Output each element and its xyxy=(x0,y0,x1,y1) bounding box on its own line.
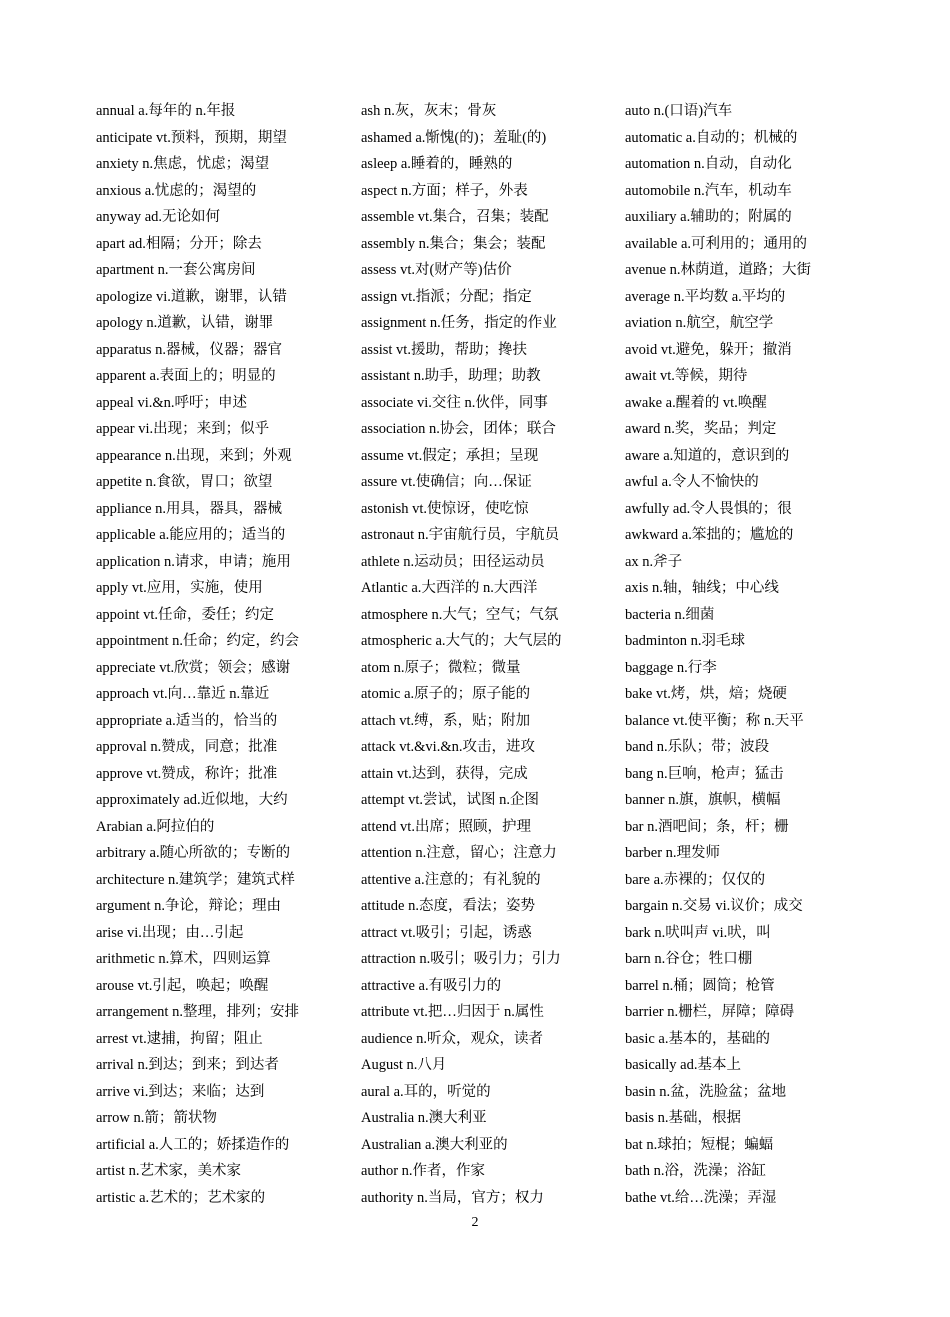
vocabulary-entry: attractive a.有吸引力的 xyxy=(361,977,502,994)
vocabulary-entry: baggage n.行李 xyxy=(625,659,717,676)
vocabulary-entry: attract vt.吸引；引起，诱惑 xyxy=(361,924,532,941)
vocabulary-entry: appointment n.任命；约定，约会 xyxy=(96,633,299,649)
vocabulary-entry: barn n.谷仓；牲口棚 xyxy=(625,951,753,967)
vocabulary-entry: athlete n.运动员；田径运动员 xyxy=(361,553,545,570)
vocabulary-entry: arrival n.到达；到来；到达者 xyxy=(96,1057,279,1073)
vocabulary-entry: Australia n.澳大利亚 xyxy=(361,1110,487,1126)
vocabulary-entry: barrier n.栅栏，屏障；障碍 xyxy=(625,1004,795,1020)
vocabulary-entry: basic a.基本的，基础的 xyxy=(625,1030,770,1047)
vocabulary-entry: attempt vt.尝试，试图 n.企图 xyxy=(361,792,540,808)
vocabulary-entry: arrest vt.逮捕，拘留；阻止 xyxy=(96,1030,263,1047)
vocabulary-entry: band n.乐队；带；波段 xyxy=(625,739,770,755)
vocabulary-entry: asleep a.睡着的，睡熟的 xyxy=(361,156,513,172)
vocabulary-entry: axis n.轴，轴线；中心线 xyxy=(625,580,779,596)
vocabulary-entry: approach vt.向…靠近 n.靠近 xyxy=(96,686,270,702)
vocabulary-entry: awfully ad.令人畏惧的；很 xyxy=(625,500,792,517)
vocabulary-entry: automobile n.汽车，机动车 xyxy=(625,182,792,199)
vocabulary-entry: attentive a.注意的；有礼貌的 xyxy=(361,871,541,888)
vocabulary-entry: application n.请求，申请；施用 xyxy=(96,553,291,570)
vocabulary-entry: bath n.浴，洗澡；浴缸 xyxy=(625,1163,766,1179)
vocabulary-entry: apology n.道歉，认错，谢罪 xyxy=(96,315,274,331)
vocabulary-entry: appoint vt.任命，委任；约定 xyxy=(96,606,275,623)
vocabulary-entry: balance vt.使平衡；称 n.天平 xyxy=(625,712,804,729)
vocabulary-entry: avoid vt.避免，躲开；撤消 xyxy=(625,341,792,358)
vocabulary-entry: associate vi.交往 n.伙伴，同事 xyxy=(361,394,548,411)
vocabulary-entry: attitude n.态度，看法；姿势 xyxy=(361,898,535,914)
vocabulary-entry: atmosphere n.大气；空气；气氛 xyxy=(361,606,559,623)
vocabulary-entry: attack vt.&vi.&n.攻击，进攻 xyxy=(361,739,535,755)
vocabulary-entry: appear vi.出现；来到；似乎 xyxy=(96,421,270,437)
vocabulary-entry: arbitrary a.随心所欲的；专断的 xyxy=(96,845,291,861)
vocabulary-entry: assistant n.助手，助理；助教 xyxy=(361,368,541,384)
vocabulary-entry: arrive vi.到达；来临；达到 xyxy=(96,1083,265,1100)
vocabulary-entry: apparatus n.器械，仪器；器官 xyxy=(96,341,283,358)
vocabulary-entry: award n.奖，奖品；判定 xyxy=(625,421,777,437)
vocabulary-entry: Atlantic a.大西洋的 n.大西洋 xyxy=(361,580,538,596)
vocabulary-column-3 xyxy=(625,98,875,1211)
vocabulary-entry: association n.协会，团体；联合 xyxy=(361,421,556,437)
vocabulary-entry: appearance n.出现，来到；外观 xyxy=(96,447,292,464)
vocabulary-entry: annual a.每年的 n.年报 xyxy=(96,103,236,119)
vocabulary-entry: approval n.赞成，同意；批准 xyxy=(96,739,278,755)
vocabulary-entry: appetite n.食欲，胃口；欲望 xyxy=(96,474,273,490)
vocabulary-entry: assembly n.集合；集会；装配 xyxy=(361,235,546,252)
vocabulary-entry: awkward a.笨拙的；尴尬的 xyxy=(625,527,794,543)
vocabulary-entry: assignment n.任务，指定的作业 xyxy=(361,315,557,331)
vocabulary-entry: arithmetic n.算术，四则运算 xyxy=(96,951,271,967)
vocabulary-entry: artist n.艺术家，美术家 xyxy=(96,1163,241,1179)
vocabulary-entry: automation n.自动，自动化 xyxy=(625,156,792,172)
vocabulary-entry: argument n.争论，辩论；理由 xyxy=(96,898,281,914)
vocabulary-entry: auto n.(口语)汽车 xyxy=(625,103,733,119)
vocabulary-entry: arrow n.箭；箭状物 xyxy=(96,1110,217,1126)
vocabulary-entry: await vt.等候，期待 xyxy=(625,368,748,384)
vocabulary-entry: auxiliary a.辅助的；附属的 xyxy=(625,209,792,225)
vocabulary-entry: audience n.听众，观众，读者 xyxy=(361,1030,544,1047)
vocabulary-entry: artificial a.人工的；娇揉造作的 xyxy=(96,1136,290,1153)
vocabulary-entry: attend vt.出席；照顾，护理 xyxy=(361,818,531,835)
vocabulary-entry: assess vt.对(财产等)估价 xyxy=(361,262,512,278)
vocabulary-column-2 xyxy=(361,98,611,1211)
vocabulary-entry: arouse vt.引起，唤起；唤醒 xyxy=(96,977,269,994)
vocabulary-entry: appropriate a.适当的，恰当的 xyxy=(96,712,278,729)
vocabulary-entry: approximately ad.近似地，大约 xyxy=(96,792,288,808)
vocabulary-entry: available a.可利用的；通用的 xyxy=(625,235,808,252)
vocabulary-entry: apply vt.应用，实施，使用 xyxy=(96,580,263,596)
vocabulary-entry: badminton n.羽毛球 xyxy=(625,633,746,649)
vocabulary-entry: basin n.盆，洗脸盆；盆地 xyxy=(625,1083,787,1100)
vocabulary-entry: apartment n.一套公寓房间 xyxy=(96,262,256,278)
vocabulary-entry: arrangement n.整理，排列；安排 xyxy=(96,1004,299,1020)
vocabulary-entry: attach vt.缚，系，贴；附加 xyxy=(361,712,531,729)
vocabulary-entry: bare a.赤裸的；仅仅的 xyxy=(625,871,766,888)
vocabulary-entry: attain vt.达到，获得，完成 xyxy=(361,765,528,782)
vocabulary-entry: assign vt.指派；分配；指定 xyxy=(361,288,532,305)
vocabulary-entry: assist vt.援助，帮助；搀扶 xyxy=(361,341,527,358)
vocabulary-entry: atom n.原子；微粒；微量 xyxy=(361,659,521,676)
vocabulary-entry: barrel n.桶；圆筒；枪管 xyxy=(625,977,775,994)
vocabulary-entry: apart ad.相隔；分开；除去 xyxy=(96,235,262,252)
vocabulary-entry: August n.八月 xyxy=(361,1057,447,1073)
vocabulary-entry: anxiety n.焦虑，忧虑；渴望 xyxy=(96,156,270,172)
vocabulary-entry: basically ad.基本上 xyxy=(625,1057,741,1073)
vocabulary-entry: apparent a.表面上的；明显的 xyxy=(96,368,276,384)
vocabulary-entry: avenue n.林荫道，道路；大街 xyxy=(625,262,812,278)
vocabulary-entry: Arabian a.阿拉伯的 xyxy=(96,818,215,835)
vocabulary-entry: anyway ad.无论如何 xyxy=(96,209,221,225)
vocabulary-entry: barber n.理发师 xyxy=(625,845,721,861)
vocabulary-entry: astonish vt.使惊讶，使吃惊 xyxy=(361,500,529,517)
vocabulary-entry: author n.作者，作家 xyxy=(361,1163,486,1179)
vocabulary-entry: bargain n.交易 vi.议价；成交 xyxy=(625,898,803,914)
vocabulary-entry: artistic a.艺术的；艺术家的 xyxy=(96,1189,266,1206)
vocabulary-entry: anticipate vt.预料，预期，期望 xyxy=(96,129,287,146)
vocabulary-entry: bake vt.烤，烘，焙；烧硬 xyxy=(625,686,787,702)
vocabulary-entry: architecture n.建筑学；建筑式样 xyxy=(96,871,295,888)
vocabulary-entry: atomic a.原子的；原子能的 xyxy=(361,686,531,702)
vocabulary-entry: aural a.耳的，听觉的 xyxy=(361,1083,491,1100)
page-number: 2 xyxy=(471,1215,479,1230)
vocabulary-entry: bar n.酒吧间；条，杆；栅 xyxy=(625,818,789,835)
vocabulary-entry: awake a.醒着的 vt.唤醒 xyxy=(625,394,767,411)
vocabulary-entry: ax n.斧子 xyxy=(625,553,683,570)
vocabulary-entry: ashamed a.惭愧(的)；羞耻(的) xyxy=(361,129,547,146)
vocabulary-entry: appliance n.用具，器具，器械 xyxy=(96,500,283,517)
vocabulary-entry: bathe vt.给…洗澡；弄湿 xyxy=(625,1189,777,1206)
vocabulary-entry: average n.平均数 a.平均的 xyxy=(625,288,786,305)
vocabulary-entry: appreciate vt.欣赏；领会；感谢 xyxy=(96,659,291,676)
vocabulary-entry: bang n.巨响，枪声；猛击 xyxy=(625,765,784,782)
vocabulary-entry: applicable a.能应用的；适当的 xyxy=(96,527,286,543)
vocabulary-entry: bacteria n.细菌 xyxy=(625,606,715,623)
vocabulary-entry: assemble vt.集合，召集；装配 xyxy=(361,209,549,225)
vocabulary-entry: banner n.旗，旗帜，横幅 xyxy=(625,792,781,808)
vocabulary-entry: atmospheric a.大气的；大气层的 xyxy=(361,633,562,649)
vocabulary-entry: attribute vt.把…归因于 n.属性 xyxy=(361,1004,544,1020)
vocabulary-entry: apologize vi.道歉，谢罪，认错 xyxy=(96,288,287,305)
vocabulary-entry: awful a.令人不愉快的 xyxy=(625,474,759,490)
vocabulary-entry: ash n.灰，灰末；骨灰 xyxy=(361,103,497,119)
vocabulary-entry: assume vt.假定；承担；呈现 xyxy=(361,447,539,464)
vocabulary-entry: arise vi.出现；由…引起 xyxy=(96,924,244,941)
vocabulary-entry: assure vt.使确信；向…保证 xyxy=(361,474,532,490)
vocabulary-entry: appeal vi.&n.呼吁；申述 xyxy=(96,394,248,411)
vocabulary-entry: aware a.知道的，意识到的 xyxy=(625,447,790,464)
vocabulary-entry: automatic a.自动的；机械的 xyxy=(625,129,798,146)
vocabulary-entry: astronaut n.宇宙航行员，宇航员 xyxy=(361,527,560,543)
vocabulary-entry: Australian a.澳大利亚的 xyxy=(361,1136,508,1153)
vocabulary-column-1 xyxy=(96,98,346,1211)
vocabulary-entry: approve vt.赞成，称许；批准 xyxy=(96,765,278,782)
vocabulary-entry: bat n.球拍；短棍；蝙蝠 xyxy=(625,1136,774,1153)
vocabulary-entry: bark n.吠叫声 vi.吠，叫 xyxy=(625,924,771,941)
vocabulary-entry: anxious a.忧虑的；渴望的 xyxy=(96,182,257,199)
vocabulary-entry: authority n.当局，官方；权力 xyxy=(361,1189,544,1206)
vocabulary-entry: attraction n.吸引；吸引力；引力 xyxy=(361,951,561,967)
vocabulary-entry: aspect n.方面；样子，外表 xyxy=(361,182,528,199)
vocabulary-entry: attention n.注意，留心；注意力 xyxy=(361,845,557,861)
vocabulary-entry: aviation n.航空，航空学 xyxy=(625,315,774,331)
vocabulary-entry: basis n.基础，根据 xyxy=(625,1110,741,1126)
